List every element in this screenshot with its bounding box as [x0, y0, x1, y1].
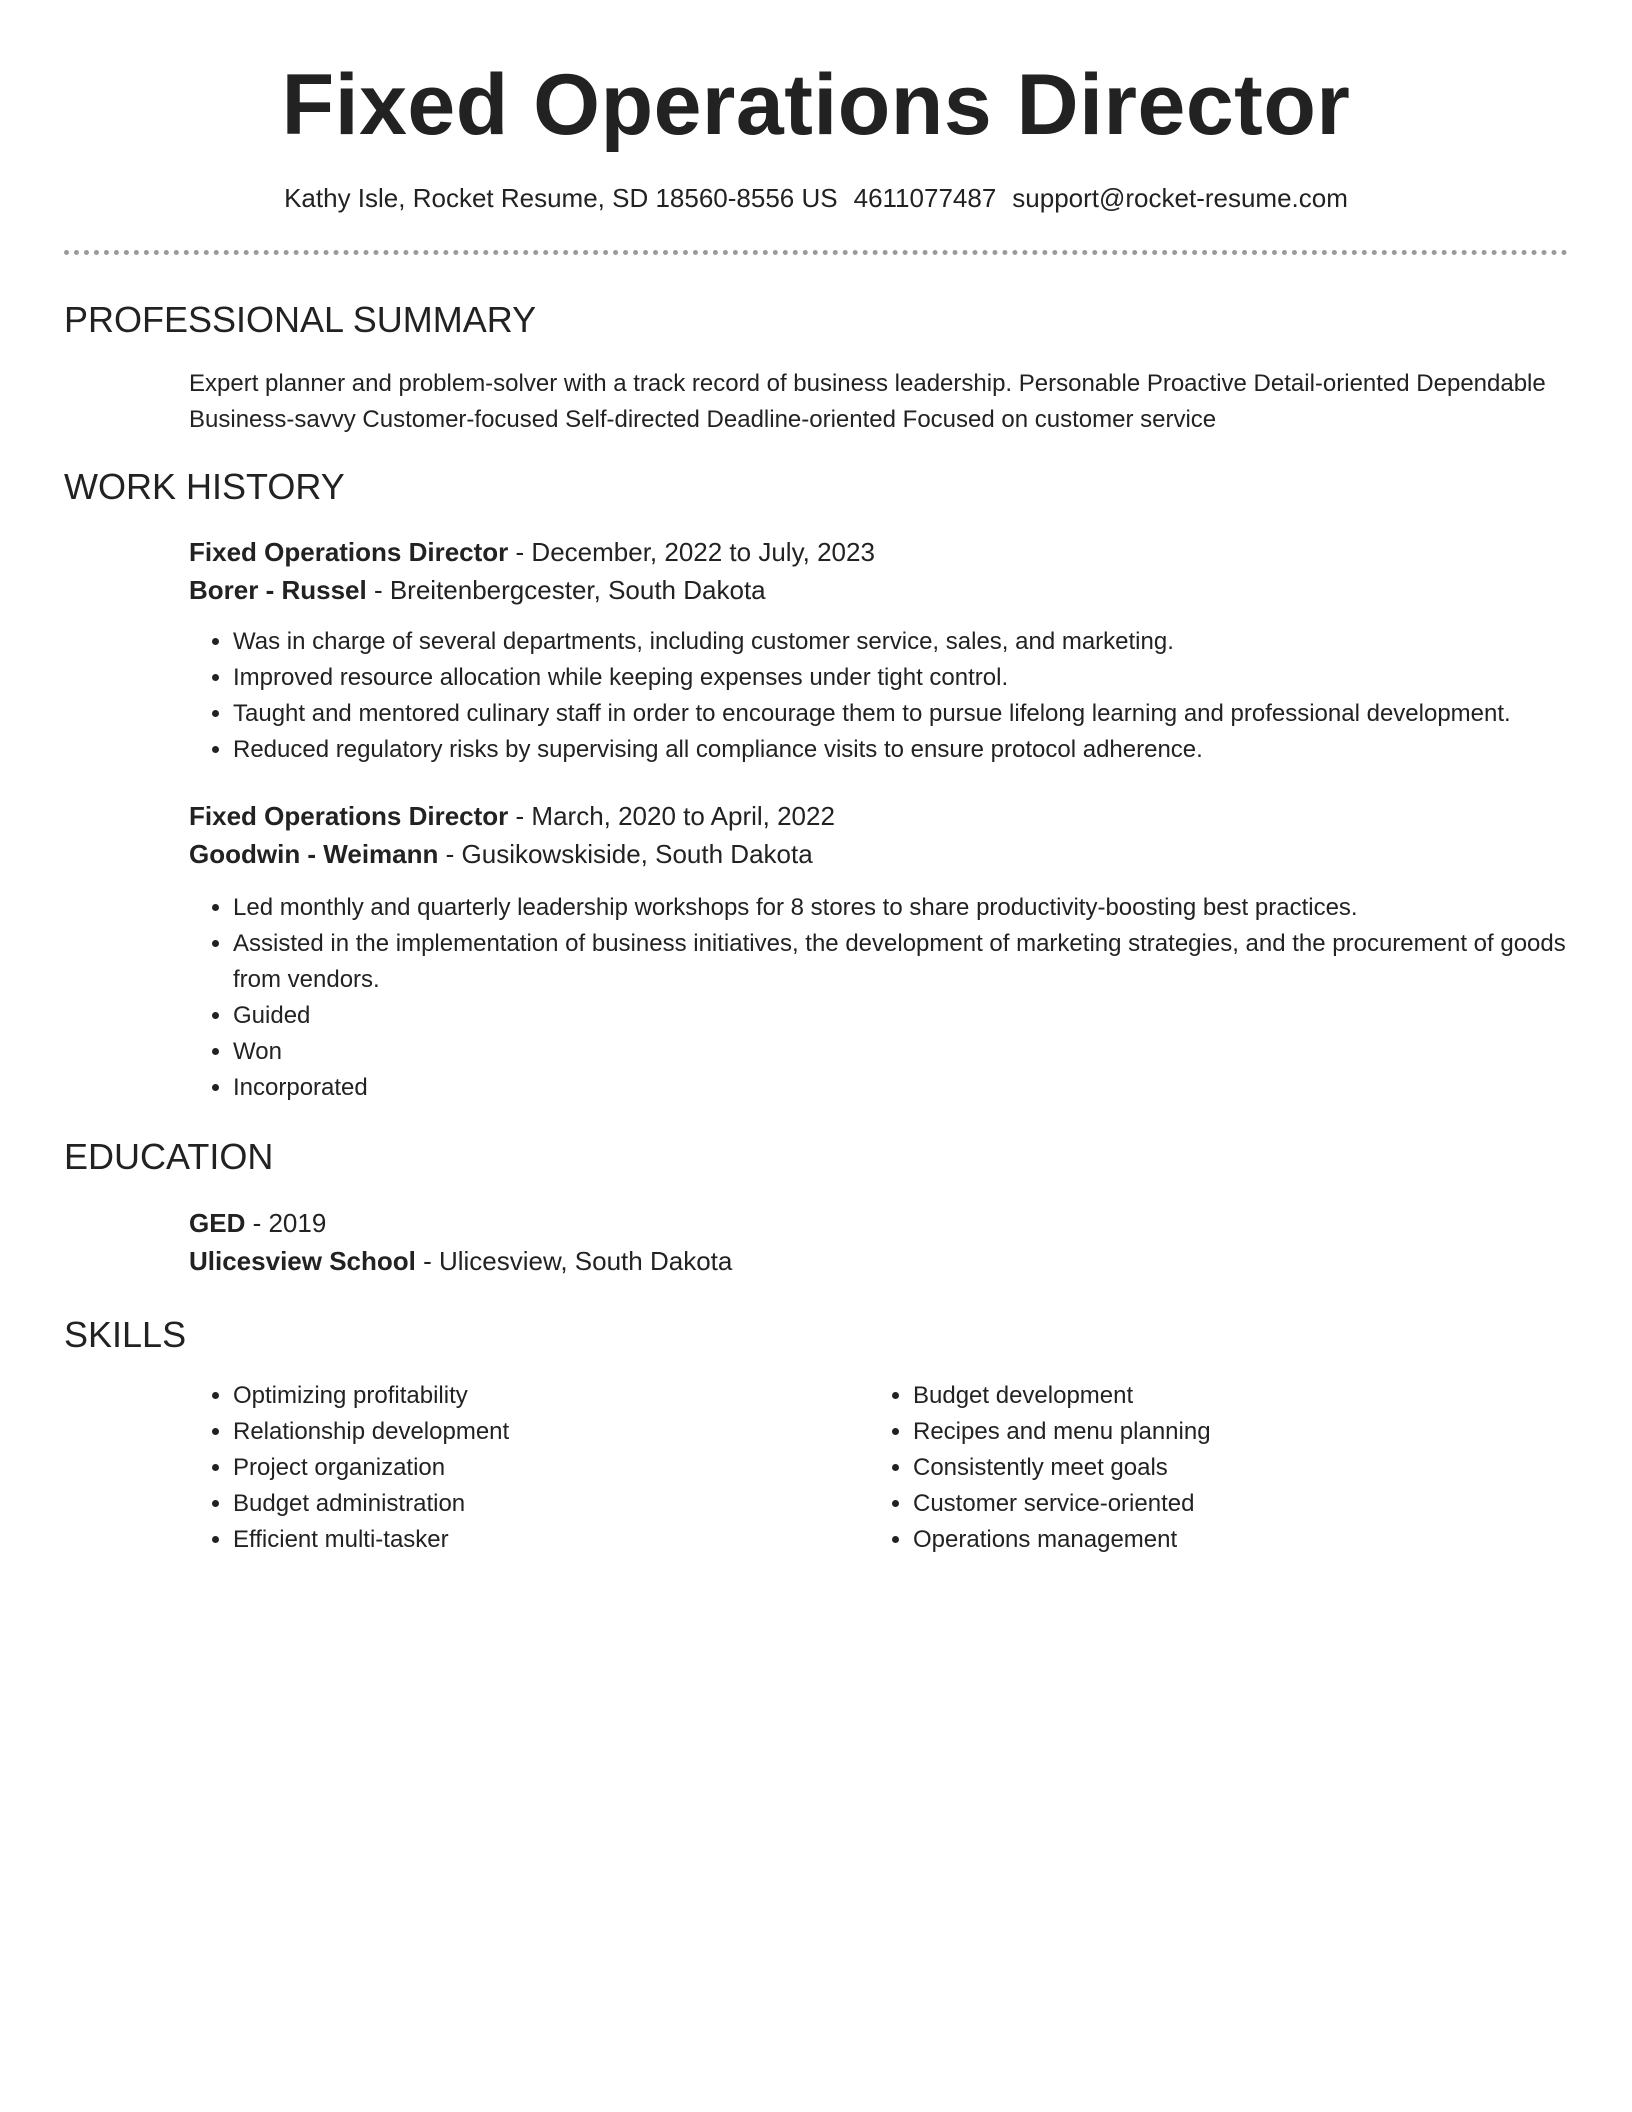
skill-item: • Budget development — [913, 1378, 1489, 1414]
skill-item: • Recipes and menu planning — [913, 1414, 1489, 1450]
job-bullet: • Assisted in the implementation of business initiatives, the development of marketing strategies, and the procurement of goods from vendors. — [233, 926, 1568, 998]
skill-item: • Relationship development — [233, 1414, 809, 1450]
summary-text: Expert planner and problem-solver with a track record of business leadership. Personable Proactive Detail-oriented Dependable Business-savvy Customer-focused Self-directed Deadline-oriented Focused on customer service — [189, 370, 1546, 433]
skill-item: • Consistently meet goals — [913, 1450, 1489, 1486]
education-degree: GED — [189, 1208, 246, 1238]
job-dates: - December, 2022 to July, 2023 — [508, 537, 875, 567]
job-dates: - March, 2020 to April, 2022 — [508, 801, 835, 831]
contact-line — [0, 181, 1632, 215]
skill-item: • Efficient multi-tasker — [233, 1522, 809, 1558]
job-2-bullets — [189, 890, 1568, 1106]
education-school-line — [189, 1242, 1568, 1280]
education-year: - 2019 — [245, 1208, 327, 1238]
skill-item: • Customer service-oriented — [913, 1486, 1489, 1522]
resume-name: Fixed Operations Director — [281, 57, 1351, 153]
job-bullet-list — [189, 624, 1568, 768]
skills-column-left — [189, 1378, 809, 1558]
education-school: Ulicesview School — [189, 1246, 416, 1276]
job-bullet: • Reduced regulatory risks by supervising all compliance visits to ensure protocol adherence. — [233, 732, 1568, 768]
job-company: Borer - Russel — [189, 575, 367, 605]
job-location: - Gusikowskiside, South Dakota — [438, 839, 813, 869]
contact-address: Kathy Isle, Rocket Resume, SD 18560-8556 US — [284, 183, 838, 213]
skill-item: • Operations management — [913, 1522, 1489, 1558]
contact-email: support@rocket-resume.com — [1012, 183, 1348, 213]
job-entry-2 — [189, 797, 1568, 873]
skills-heading: SKILLS — [64, 1314, 187, 1355]
job-bullet: • Taught and mentored culinary staff in order to encourage them to pursue lifelong learning and professional development. — [233, 696, 1568, 732]
skills-list — [189, 1378, 809, 1558]
summary-heading: PROFESSIONAL SUMMARY — [64, 299, 537, 340]
job-title-line — [189, 533, 1568, 571]
job-company-line — [189, 835, 1568, 873]
skills-column-right — [869, 1378, 1489, 1558]
contact-phone: 4611077487 — [853, 183, 997, 213]
work-history-heading: WORK HISTORY — [64, 466, 345, 507]
job-entry-1 — [189, 533, 1568, 609]
job-bullet: • Won — [233, 1034, 1568, 1070]
education-degree-line — [189, 1204, 1568, 1242]
job-location: - Breitenbergcester, South Dakota — [366, 575, 766, 605]
job-bullet-list — [189, 890, 1568, 1106]
education-location: - Ulicesview, South Dakota — [415, 1246, 733, 1276]
job-company-line — [189, 571, 1568, 609]
job-title-line — [189, 797, 1568, 835]
header-divider — [64, 250, 1568, 255]
job-bullet: • Incorporated — [233, 1070, 1568, 1106]
job-bullet: • Guided — [233, 998, 1568, 1034]
job-1-bullets — [189, 624, 1568, 768]
job-company: Goodwin - Weimann — [189, 839, 439, 869]
skills-list — [869, 1378, 1489, 1558]
skill-item: • Budget administration — [233, 1486, 809, 1522]
job-role: Fixed Operations Director — [189, 537, 509, 567]
skill-item: • Optimizing profitability — [233, 1378, 809, 1414]
education-heading: EDUCATION — [64, 1136, 274, 1177]
education-entry — [189, 1204, 1568, 1280]
job-bullet: • Was in charge of several departments, including customer service, sales, and marketing. — [233, 624, 1568, 660]
job-role: Fixed Operations Director — [189, 801, 509, 831]
job-bullet: • Led monthly and quarterly leadership workshops for 8 stores to share productivity-boosting best practices. — [233, 890, 1568, 926]
job-bullet: • Improved resource allocation while keeping expenses under tight control. — [233, 660, 1568, 696]
skill-item: • Project organization — [233, 1450, 809, 1486]
